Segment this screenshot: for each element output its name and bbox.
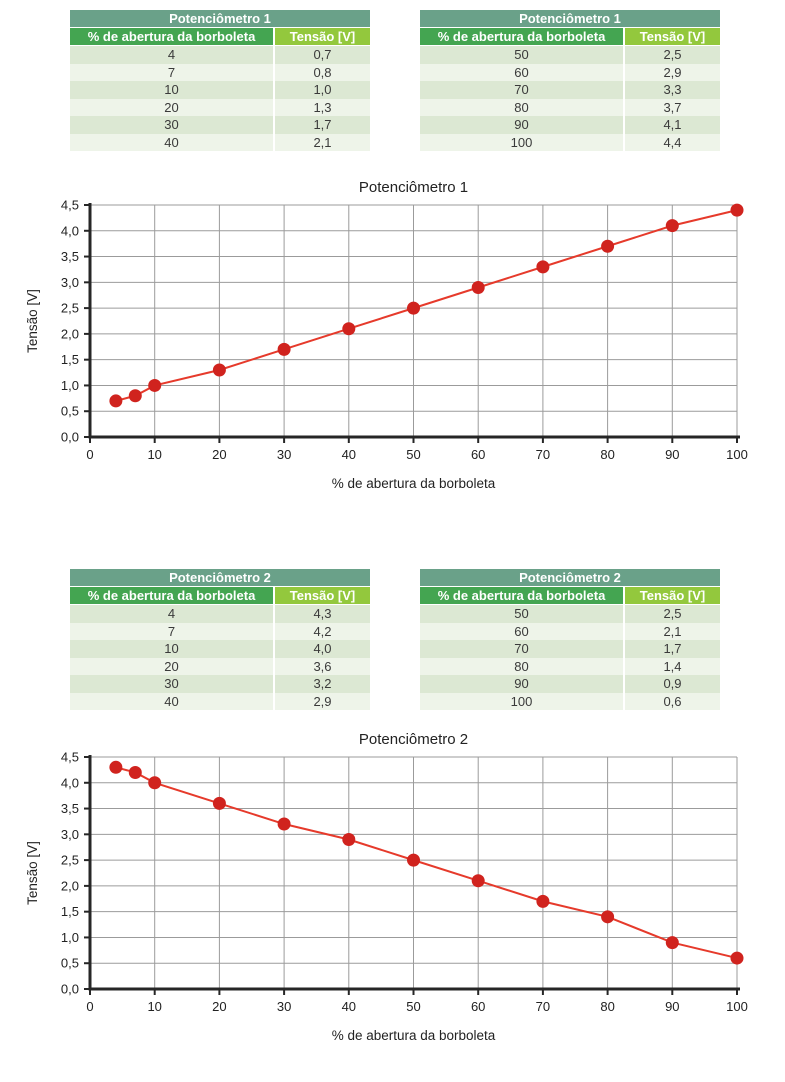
x-tick-label: 60: [470, 447, 486, 462]
column-header-voltage: Tensão [V]: [625, 587, 720, 604]
table-row: [70, 134, 370, 152]
column-header-voltage: Tensão [V]: [275, 28, 370, 45]
data-point-marker: [129, 766, 142, 779]
cell-opening-percent: 50: [420, 46, 623, 64]
data-point-marker: [109, 394, 122, 407]
cell-voltage: 2,9: [275, 693, 370, 711]
y-tick-label: 4,5: [60, 749, 79, 765]
table-row: [70, 605, 370, 623]
cell-opening-percent: 7: [70, 64, 273, 82]
cell-voltage: 4,1: [625, 116, 720, 134]
x-tick-label: 100: [726, 999, 748, 1014]
cell-voltage: 1,0: [275, 81, 370, 99]
data-point-marker: [731, 952, 744, 965]
cell-opening-percent: 50: [420, 605, 623, 623]
data-point-marker: [536, 895, 549, 908]
x-tick-label: 10: [147, 999, 162, 1014]
x-tick-label: 0: [86, 447, 94, 462]
series-line: [116, 767, 737, 958]
x-tick-label: 50: [406, 999, 421, 1014]
data-point-marker: [342, 833, 355, 846]
cell-voltage: 3,7: [625, 99, 720, 117]
cell-voltage: 2,1: [625, 623, 720, 641]
table-row: [420, 675, 720, 693]
data-point-marker: [407, 854, 420, 867]
y-tick-label: 4,5: [60, 197, 79, 213]
data-point-marker: [472, 874, 485, 887]
table-header-row: [70, 28, 370, 45]
cell-opening-percent: 100: [420, 134, 623, 152]
y-tick-label: 2,5: [60, 852, 79, 868]
column-header-opening: % de abertura da borboleta: [420, 28, 623, 45]
y-tick-label: 3,0: [60, 826, 79, 842]
cell-opening-percent: 90: [420, 675, 623, 693]
table-row: [420, 99, 720, 117]
table-potentiometer-1-high: [420, 10, 720, 151]
cell-voltage: 0,6: [625, 693, 720, 711]
y-tick-label: 2,5: [60, 300, 79, 316]
column-header-opening: % de abertura da borboleta: [70, 28, 273, 45]
cell-voltage: 2,5: [625, 46, 720, 64]
y-axis-title: Tensão [V]: [25, 841, 40, 905]
cell-voltage: 1,7: [625, 640, 720, 658]
table-header-row: [420, 28, 720, 45]
cell-opening-percent: 20: [70, 99, 273, 117]
table-row: [420, 623, 720, 641]
y-axis-title: Tensão [V]: [25, 289, 40, 353]
cell-voltage: 4,4: [625, 134, 720, 152]
cell-voltage: 4,2: [275, 623, 370, 641]
x-tick-label: 40: [341, 999, 357, 1014]
data-point-marker: [148, 379, 161, 392]
cell-opening-percent: 4: [70, 46, 273, 64]
cell-voltage: 1,7: [275, 116, 370, 134]
table-row: [70, 64, 370, 82]
cell-voltage: 2,5: [625, 605, 720, 623]
column-header-opening: % de abertura da borboleta: [70, 587, 273, 604]
cell-voltage: 3,6: [275, 658, 370, 676]
table-row: [70, 693, 370, 711]
y-tick-label: 1,0: [60, 377, 79, 393]
table-row: [70, 658, 370, 676]
chart-potentiometer-1: [0, 173, 785, 503]
y-tick-label: 4,0: [60, 223, 79, 239]
x-tick-label: 90: [665, 447, 680, 462]
chart-title: Potenciômetro 1: [358, 179, 469, 196]
chart-title: Potenciômetro 2: [358, 731, 469, 748]
data-point-marker: [536, 260, 549, 273]
data-point-marker: [213, 363, 226, 376]
y-tick-label: 0,0: [60, 981, 79, 997]
table-row: [420, 116, 720, 134]
y-tick-label: 3,5: [60, 801, 79, 817]
column-header-voltage: Tensão [V]: [625, 28, 720, 45]
cell-voltage: 0,7: [275, 46, 370, 64]
cell-opening-percent: 10: [70, 640, 273, 658]
x-axis-title: % de abertura da borboleta: [331, 1028, 496, 1043]
cell-voltage: 4,3: [275, 605, 370, 623]
table-row: [420, 693, 720, 711]
table-potentiometer-2-high: [420, 569, 720, 710]
table-row: [420, 658, 720, 676]
data-point-marker: [213, 797, 226, 810]
data-point-marker: [666, 219, 679, 232]
table-row: [420, 64, 720, 82]
x-tick-label: 10: [147, 447, 162, 462]
table-header-row: [70, 587, 370, 604]
column-header-voltage: Tensão [V]: [275, 587, 370, 604]
cell-voltage: 3,2: [275, 675, 370, 693]
cell-voltage: 0,9: [625, 675, 720, 693]
cell-opening-percent: 80: [420, 658, 623, 676]
data-point-marker: [109, 761, 122, 774]
data-point-marker: [342, 322, 355, 335]
y-tick-label: 2,0: [60, 326, 79, 342]
table-title: Potenciômetro 2: [70, 569, 370, 586]
y-tick-label: 3,5: [60, 249, 79, 265]
x-tick-label: 70: [535, 999, 551, 1014]
data-point-marker: [472, 281, 485, 294]
table-title: Potenciômetro 1: [70, 10, 370, 27]
cell-opening-percent: 70: [420, 640, 623, 658]
data-point-marker: [666, 936, 679, 949]
y-tick-label: 1,5: [60, 904, 79, 920]
x-tick-label: 20: [212, 447, 227, 462]
cell-opening-percent: 7: [70, 623, 273, 641]
data-point-marker: [278, 818, 291, 831]
cell-opening-percent: 4: [70, 605, 273, 623]
y-tick-label: 0,5: [60, 955, 79, 971]
x-tick-label: 80: [600, 999, 615, 1014]
y-tick-label: 1,0: [60, 929, 79, 945]
table-row: [70, 99, 370, 117]
data-point-marker: [601, 240, 614, 253]
table-row: [70, 116, 370, 134]
x-tick-label: 60: [470, 999, 486, 1014]
data-point-marker: [148, 776, 161, 789]
column-header-opening: % de abertura da borboleta: [420, 587, 623, 604]
table-title: Potenciômetro 2: [420, 569, 720, 586]
table-row: [420, 605, 720, 623]
table-row: [70, 640, 370, 658]
x-tick-label: 100: [726, 447, 748, 462]
cell-opening-percent: 30: [70, 116, 273, 134]
x-tick-label: 50: [406, 447, 421, 462]
cell-opening-percent: 90: [420, 116, 623, 134]
table-row: [420, 640, 720, 658]
data-point-marker: [731, 204, 744, 217]
series-line: [116, 210, 737, 401]
table-row: [420, 46, 720, 64]
y-tick-label: 1,5: [60, 352, 79, 368]
y-tick-label: 2,0: [60, 878, 79, 894]
data-point-marker: [407, 302, 420, 315]
table-row: [420, 134, 720, 152]
y-tick-label: 4,0: [60, 775, 79, 791]
chart-potentiometer-2: [0, 725, 785, 1055]
table-header-row: [420, 587, 720, 604]
table-row: [70, 46, 370, 64]
y-tick-label: 3,0: [60, 274, 79, 290]
table-title: Potenciômetro 1: [420, 10, 720, 27]
x-axis-title: % de abertura da borboleta: [331, 476, 496, 491]
cell-opening-percent: 30: [70, 675, 273, 693]
y-tick-label: 0,5: [60, 403, 79, 419]
cell-opening-percent: 40: [70, 693, 273, 711]
cell-opening-percent: 60: [420, 623, 623, 641]
table-potentiometer-2-low: [70, 569, 370, 710]
x-tick-label: 30: [276, 447, 292, 462]
x-tick-label: 20: [212, 999, 227, 1014]
cell-voltage: 2,1: [275, 134, 370, 152]
cell-opening-percent: 40: [70, 134, 273, 152]
cell-voltage: 1,3: [275, 99, 370, 117]
x-tick-label: 0: [86, 999, 94, 1014]
cell-opening-percent: 70: [420, 81, 623, 99]
cell-voltage: 3,3: [625, 81, 720, 99]
x-tick-label: 40: [341, 447, 357, 462]
table-row: [70, 675, 370, 693]
cell-voltage: 1,4: [625, 658, 720, 676]
cell-voltage: 4,0: [275, 640, 370, 658]
cell-opening-percent: 100: [420, 693, 623, 711]
x-tick-label: 70: [535, 447, 551, 462]
y-tick-label: 0,0: [60, 429, 79, 445]
cell-opening-percent: 20: [70, 658, 273, 676]
data-point-marker: [601, 910, 614, 923]
x-tick-label: 80: [600, 447, 615, 462]
data-point-marker: [278, 343, 291, 356]
x-tick-label: 30: [276, 999, 292, 1014]
cell-opening-percent: 60: [420, 64, 623, 82]
cell-voltage: 2,9: [625, 64, 720, 82]
table-row: [70, 81, 370, 99]
table-row: [420, 81, 720, 99]
x-tick-label: 90: [665, 999, 680, 1014]
cell-opening-percent: 80: [420, 99, 623, 117]
data-point-marker: [129, 389, 142, 402]
cell-voltage: 0,8: [275, 64, 370, 82]
table-row: [70, 623, 370, 641]
table-potentiometer-1-low: [70, 10, 370, 151]
cell-opening-percent: 10: [70, 81, 273, 99]
